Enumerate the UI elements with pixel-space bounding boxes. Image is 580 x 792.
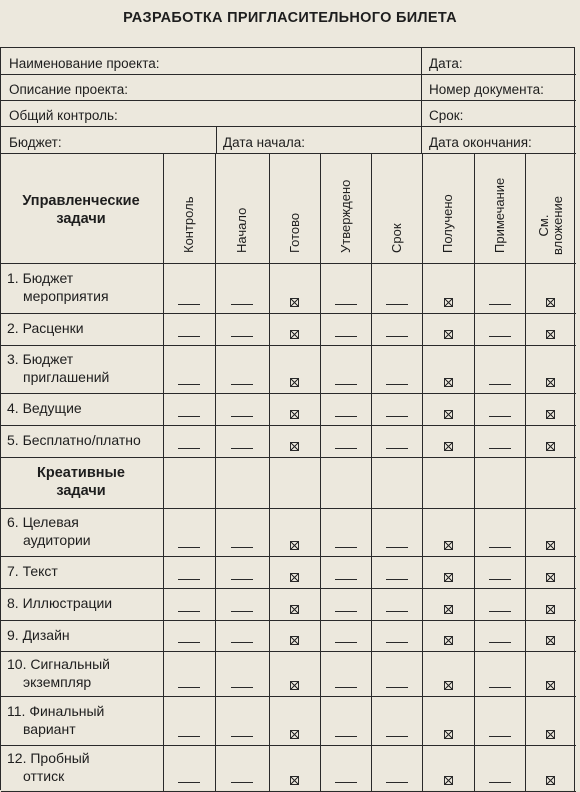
task-label-5	[7, 431, 141, 449]
task-label-line: мероприятия	[23, 288, 109, 304]
blank-line[interactable]	[335, 642, 357, 643]
task-label-10	[7, 655, 110, 691]
blank-line[interactable]	[489, 687, 511, 688]
blank-line[interactable]	[178, 304, 200, 305]
blank-line[interactable]	[178, 547, 200, 548]
checkbox-marked[interactable]	[290, 410, 299, 419]
checkbox-marked[interactable]	[546, 730, 555, 739]
blank-line[interactable]	[335, 304, 357, 305]
column-header-attachment-line1: См.	[535, 214, 551, 237]
blank-line[interactable]	[386, 782, 408, 783]
creative-heading-line2: задачи	[56, 483, 106, 499]
column-header-7: Примечание	[491, 177, 507, 253]
checkbox-marked[interactable]	[546, 410, 555, 419]
blank-line[interactable]	[386, 384, 408, 385]
task-label-line: 2. Расценки	[7, 320, 84, 336]
management-heading-line1: Управленческие	[22, 193, 140, 209]
blank-line[interactable]	[231, 416, 253, 417]
checkbox-marked[interactable]	[444, 298, 453, 307]
blank-line[interactable]	[489, 416, 511, 417]
checkbox-marked[interactable]	[444, 410, 453, 419]
checkbox-marked[interactable]	[546, 298, 555, 307]
task-label-line: аудитории	[23, 532, 91, 548]
management-heading-line2: задачи	[56, 211, 106, 227]
blank-line[interactable]	[335, 687, 357, 688]
blank-line[interactable]	[386, 687, 408, 688]
blank-line[interactable]	[386, 642, 408, 643]
budget-label: Бюджет:	[9, 135, 62, 150]
task-label-3	[7, 350, 109, 386]
blank-line[interactable]	[178, 782, 200, 783]
blank-line[interactable]	[231, 736, 253, 737]
form-grid	[0, 47, 575, 790]
blank-line[interactable]	[489, 611, 511, 612]
blank-line[interactable]	[335, 416, 357, 417]
blank-line[interactable]	[178, 736, 200, 737]
task-label-line: 4. Ведущие	[7, 400, 82, 416]
blank-line[interactable]	[231, 642, 253, 643]
task-label-line: экземпляр	[23, 673, 92, 690]
task-label-6	[7, 513, 91, 549]
blank-line[interactable]	[231, 547, 253, 548]
blank-line[interactable]	[231, 448, 253, 449]
task-label-8	[7, 594, 112, 612]
management-tasks-heading	[1, 192, 161, 228]
checkbox-marked[interactable]	[290, 730, 299, 739]
blank-line[interactable]	[489, 547, 511, 548]
blank-line[interactable]	[489, 642, 511, 643]
blank-line[interactable]	[386, 736, 408, 737]
date-label: Дата:	[429, 56, 463, 71]
checkbox-marked[interactable]	[290, 541, 299, 550]
blank-line[interactable]	[231, 304, 253, 305]
form-title: РАЗРАБОТКА ПРИГЛАСИТЕЛЬНОГО БИЛЕТА	[123, 10, 457, 26]
blank-line[interactable]	[489, 384, 511, 385]
blank-line[interactable]	[178, 416, 200, 417]
checkbox-marked[interactable]	[546, 776, 555, 785]
blank-line[interactable]	[178, 687, 200, 688]
blank-line[interactable]	[386, 547, 408, 548]
task-label-line: 5. Бесплатно/платно	[7, 432, 141, 448]
task-label-9	[7, 626, 70, 644]
checkbox-marked[interactable]	[546, 541, 555, 550]
column-header-2: Начало	[234, 207, 249, 253]
checkbox-marked[interactable]	[444, 776, 453, 785]
blank-line[interactable]	[178, 579, 200, 580]
task-label-line: 3. Бюджет	[7, 351, 74, 367]
task-label-12	[7, 749, 90, 785]
checkbox-marked[interactable]	[290, 776, 299, 785]
column-header-attachment	[537, 196, 565, 255]
creative-heading-line1: Креативные	[37, 465, 125, 481]
blank-line[interactable]	[489, 579, 511, 580]
start-date-label: Дата начала:	[223, 135, 305, 150]
blank-line[interactable]	[178, 611, 200, 612]
checkbox-marked[interactable]	[546, 681, 555, 690]
general-control-label: Общий контроль:	[9, 108, 118, 123]
checkbox-marked[interactable]	[546, 442, 555, 451]
blank-line[interactable]	[335, 547, 357, 548]
checkbox-marked[interactable]	[444, 573, 453, 582]
project-name-label: Наименование проекта:	[9, 56, 160, 71]
checkbox-marked[interactable]	[444, 378, 453, 387]
task-label-1	[7, 269, 109, 305]
checkbox-marked[interactable]	[290, 636, 299, 645]
checkbox-marked[interactable]	[546, 636, 555, 645]
task-label-line: 9. Дизайн	[7, 626, 70, 643]
end-date-label: Дата окончания:	[429, 135, 532, 150]
blank-line[interactable]	[178, 448, 200, 449]
checkbox-marked[interactable]	[444, 681, 453, 690]
task-label-line: вариант	[23, 720, 76, 737]
blank-line[interactable]	[386, 611, 408, 612]
blank-line[interactable]	[489, 336, 511, 337]
blank-line[interactable]	[386, 448, 408, 449]
column-header-5: Срок	[388, 223, 404, 253]
blank-line[interactable]	[489, 736, 511, 737]
checkbox-marked[interactable]	[290, 298, 299, 307]
blank-line[interactable]	[489, 782, 511, 783]
checkbox-marked[interactable]	[546, 573, 555, 582]
task-label-line: 7. Текст	[7, 563, 58, 579]
blank-line[interactable]	[489, 304, 511, 305]
checkbox-marked[interactable]	[290, 442, 299, 451]
blank-line[interactable]	[335, 782, 357, 783]
task-label-line: 6. Целевая	[7, 514, 79, 530]
blank-line[interactable]	[231, 687, 253, 688]
deadline-label: Срок:	[429, 108, 464, 123]
document-number-label: Номер документа:	[429, 82, 544, 97]
blank-line[interactable]	[335, 384, 357, 385]
checkbox-marked[interactable]	[546, 605, 555, 614]
blank-line[interactable]	[178, 642, 200, 643]
blank-line[interactable]	[386, 336, 408, 337]
checkbox-marked[interactable]	[444, 730, 453, 739]
checkbox-marked[interactable]	[290, 378, 299, 387]
checkbox-marked[interactable]	[290, 605, 299, 614]
checkbox-marked[interactable]	[444, 636, 453, 645]
task-label-line: 12. Пробный	[7, 750, 90, 766]
task-label-line: оттиск	[23, 768, 65, 784]
checkbox-marked[interactable]	[444, 541, 453, 550]
blank-line[interactable]	[231, 336, 253, 337]
blank-line[interactable]	[335, 736, 357, 737]
blank-line[interactable]	[335, 336, 357, 337]
checkbox-marked[interactable]	[444, 330, 453, 339]
blank-line[interactable]	[386, 416, 408, 417]
column-header-1: Контроль	[181, 196, 196, 253]
task-label-line: приглашений	[23, 369, 110, 385]
task-label-line: 1. Бюджет	[7, 270, 74, 286]
column-header-4: Утверждено	[337, 179, 353, 253]
task-label-line: 10. Сигнальный	[7, 655, 110, 672]
column-header-6: Получено	[440, 194, 455, 253]
blank-line[interactable]	[386, 579, 408, 580]
blank-line[interactable]	[386, 304, 408, 305]
blank-line[interactable]	[178, 336, 200, 337]
column-header-attachment-line2: вложение	[549, 195, 565, 255]
task-label-11	[7, 702, 104, 738]
creative-tasks-heading	[1, 464, 161, 500]
task-label-7	[7, 562, 58, 580]
task-label-line: 11. Финальный	[7, 702, 105, 719]
checkbox-marked[interactable]	[290, 681, 299, 690]
column-header-3: Готово	[286, 212, 302, 253]
blank-line[interactable]	[335, 611, 357, 612]
blank-line[interactable]	[178, 384, 200, 385]
checkbox-marked[interactable]	[546, 378, 555, 387]
checkbox-marked[interactable]	[290, 573, 299, 582]
checkbox-marked[interactable]	[444, 605, 453, 614]
checkbox-marked[interactable]	[290, 330, 299, 339]
blank-line[interactable]	[335, 448, 357, 449]
task-label-line: 8. Иллюстрации	[7, 595, 113, 611]
blank-line[interactable]	[489, 448, 511, 449]
task-label-2	[7, 319, 84, 337]
blank-line[interactable]	[335, 579, 357, 580]
checkbox-marked[interactable]	[546, 330, 555, 339]
blank-line[interactable]	[231, 384, 253, 385]
project-description-label: Описание проекта:	[9, 82, 129, 97]
blank-line[interactable]	[231, 579, 253, 580]
task-label-4	[7, 399, 82, 417]
blank-line[interactable]	[231, 611, 253, 612]
checkbox-marked[interactable]	[444, 442, 453, 451]
blank-line[interactable]	[231, 782, 253, 783]
